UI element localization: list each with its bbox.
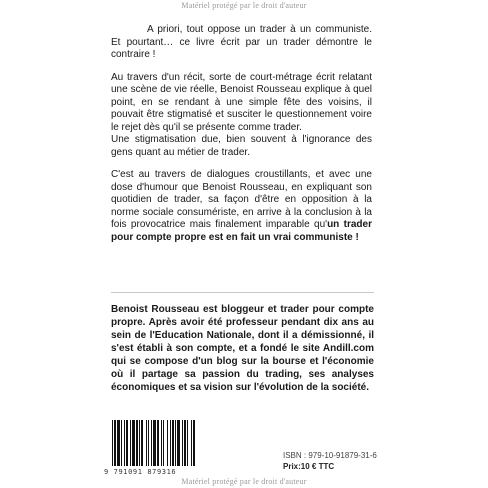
barcode-image	[112, 420, 220, 470]
barcode-digits: 9 791091 879316	[104, 468, 177, 476]
book-summary	[111, 24, 372, 254]
conclusion-lead: C'est au travers de dialogues croustillants, et avec une dose d'humour que Benoist Rousseau, en expliquant son quotidien de trader, sa façon d'être en opposition à la norme sociale consumériste, en arrive à la conclusion à la fois provocatrice mais finalement imparable qu'	[111, 169, 372, 230]
summary-paragraph-intro: A priori, tout oppose un trader à un communiste. Et pourtant… ce livre écrit par un trader démontre le contraire !	[111, 24, 372, 60]
price-text: Prix:10 € TTC	[283, 462, 335, 471]
isbn-text: ISBN : 979-10-91879-31-6	[283, 451, 377, 460]
conclusion-emphasis: un trader pour compte propre est en fait un vrai communiste !	[111, 219, 372, 243]
copyright-watermark-top: Matériel protégé par le droit d'auteur	[181, 1, 307, 10]
summary-paragraph-story: Au travers d'un récit, sorte de court-métrage écrit relatant une scène de vie réelle, Benoist Rousseau explique à quel point, en se rendant à une simple fête des voisins, il pouvait être stigmatisé et susciter le questionnement voire le rejet dès qu'il se présente comme trader.	[111, 71, 372, 133]
copyright-watermark-bottom: Matériel protégé par le droit d'auteur	[181, 477, 307, 486]
summary-paragraph-conclusion	[111, 169, 372, 244]
author-bio: Benoist Rousseau est bloggeur et trader pour compte propre. Après avoir été professeur pendant dix ans au sein de l'Education Nationale, dont il a démissionné, il s'est établi à son compte, et a fondé le site Andill.com qui se compose d'un blog sur la bourse et l'économie où il partage sa passion du trading, ses analyses économiques et sa vision sur l'évolution de la société.	[111, 304, 374, 393]
summary-paragraph-stigma: Une stigmatisation due, bien souvent à l'ignorance des gens quant au métier de trader.	[111, 134, 372, 158]
section-divider	[111, 292, 374, 293]
